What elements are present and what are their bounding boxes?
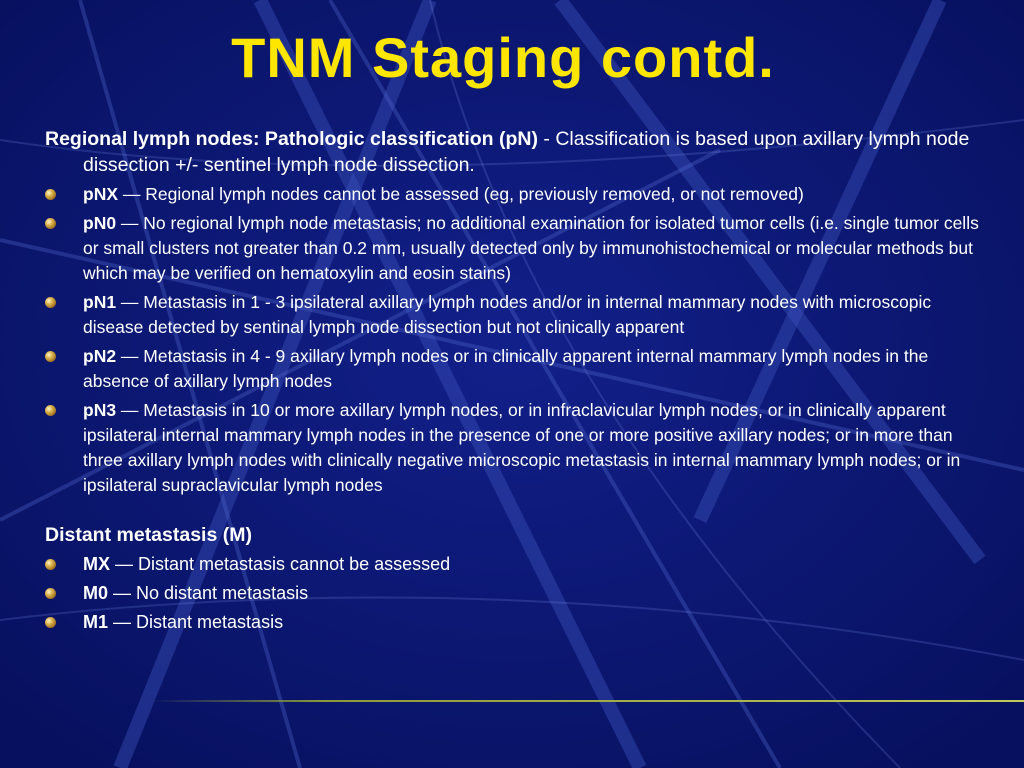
gold-sphere-bullet-icon bbox=[45, 351, 56, 362]
item-term: pN2 bbox=[83, 346, 117, 367]
list-item bbox=[45, 398, 985, 497]
item-term: M0 bbox=[83, 582, 109, 603]
list-item bbox=[45, 581, 985, 606]
list-item bbox=[45, 211, 985, 285]
item-term: MX bbox=[83, 553, 110, 574]
gold-sphere-bullet-icon bbox=[45, 617, 56, 628]
item-term: pN0 bbox=[83, 213, 117, 234]
item-text: — Distant metastasis cannot be assessed bbox=[110, 553, 451, 574]
m-classification-list bbox=[45, 552, 985, 635]
item-text: — No distant metastasis bbox=[108, 582, 309, 603]
intro-heading: Regional lymph nodes: Pathologic classification (pN) bbox=[45, 128, 538, 150]
item-term: pNX bbox=[83, 184, 118, 204]
gold-sphere-bullet-icon bbox=[45, 297, 56, 308]
item-term: pN3 bbox=[83, 400, 117, 421]
regional-lymph-nodes-intro bbox=[45, 126, 985, 178]
item-text: — Metastasis in 1 - 3 ipsilateral axillary lymph nodes and/or in internal mammary nodes with microscopic disease detected by sentinal lymph node dissection but not clinically apparent bbox=[83, 292, 932, 337]
item-text: — Regional lymph nodes cannot be assessed (eg, previously removed, or not removed) bbox=[118, 184, 804, 204]
list-item bbox=[45, 552, 985, 577]
list-item bbox=[45, 610, 985, 635]
item-term: pN1 bbox=[83, 292, 117, 313]
gold-sphere-bullet-icon bbox=[45, 189, 56, 200]
distant-metastasis-heading: Distant metastasis (M) bbox=[45, 523, 252, 546]
item-text: — Distant metastasis bbox=[108, 611, 284, 632]
slide-title: TNM Staging contd. bbox=[231, 26, 775, 89]
item-text: — Metastasis in 4 - 9 axillary lymph nodes or in clinically apparent internal mammary lymph nodes in the absence of axillary lymph nodes bbox=[83, 346, 929, 392]
gold-sphere-bullet-icon bbox=[45, 405, 56, 416]
gold-sphere-bullet-icon bbox=[45, 218, 56, 229]
pn-classification-list bbox=[45, 182, 985, 498]
list-item bbox=[45, 290, 985, 340]
gold-sphere-bullet-icon bbox=[45, 559, 56, 570]
item-term: M1 bbox=[83, 611, 109, 632]
gold-sphere-bullet-icon bbox=[45, 588, 56, 599]
list-item bbox=[45, 344, 985, 394]
list-item bbox=[45, 182, 985, 207]
intro-text: - Classification is based upon axillary lymph node dissection +/- sentinel lymph node dissection. bbox=[83, 128, 970, 176]
item-text: — No regional lymph node metastasis; no additional examination for isolated tumor cells (i.e. single tumor cells or small clusters not greater than 0.2 mm, usually detected only by immunohistochemical or molecular methods but which may be verified on hematoxylin and eosin stains) bbox=[83, 213, 979, 283]
item-text: — Metastasis in 10 or more axillary lymph nodes, or in infraclavicular lymph nodes, or in clinically apparent ipsilateral internal mammary lymph nodes in the presence of one or more positive axillary nodes; or in more than three axillary lymph nodes with clinically negative microscopic metastasis in internal mammary lymph nodes; or in ipsilateral supraclavicular lymph nodes bbox=[83, 400, 961, 495]
slide-content bbox=[45, 126, 985, 639]
